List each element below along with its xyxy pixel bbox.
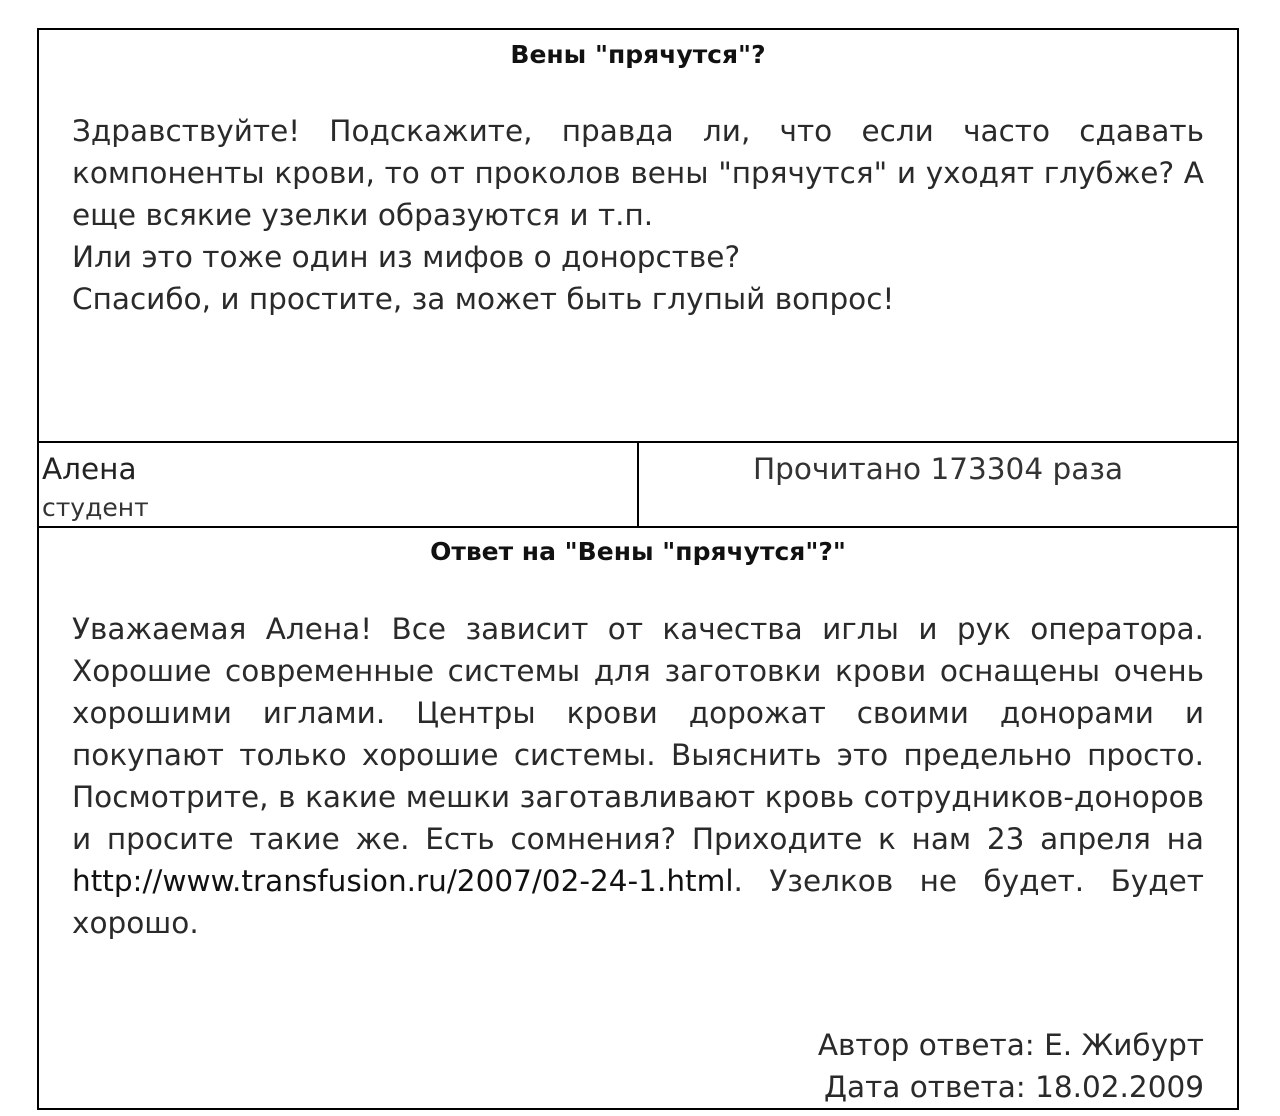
answer-date: Дата ответа: 18.02.2009 xyxy=(823,1070,1204,1104)
divider xyxy=(39,526,1237,528)
answer-paragraph xyxy=(72,608,1204,944)
answer-meta xyxy=(818,1024,1204,1108)
question-body xyxy=(72,110,1204,320)
qa-card xyxy=(37,28,1239,1110)
answer-text: Уважаемая Алена! Все зависит от качества иглы и рук оператора. Хорошие современные системы для заготовки крови оснащены очень хорошими иглами. Центры крови дорожат своими донорами и покупают только хорошие системы. Выяснить это предельно просто. Посмотрите, в какие мешки заготавливают кровь сотрудников-доноров и просите такие же. Есть сомнения? Приходите к нам 23 апреля на xyxy=(72,612,1204,856)
transfusion-link[interactable]: http://www.transfusion.ru/2007/02-24-1.html xyxy=(72,864,734,898)
question-paragraph: Здравствуйте! Подскажите, правда ли, что если часто сдавать компоненты крови, то от проколов вены "прячутся" и уходят глубже? А еще всякие узелки образуются и т.п. xyxy=(72,114,1204,232)
author-role: студент xyxy=(42,493,149,522)
question-paragraph: Или это тоже один из мифов о донорстве? xyxy=(72,240,741,274)
answer-text-end: . Узелков не будет. Будет хорошо. xyxy=(72,864,1204,940)
read-count: Прочитано 173304 раза xyxy=(752,452,1124,486)
question-title: Вены "прячутся"? xyxy=(510,40,766,69)
answer-author: Автор ответа: Е. Жибурт xyxy=(817,1028,1204,1062)
answer-title: Ответ на "Вены "прячутся"?" xyxy=(430,537,846,566)
answer-body xyxy=(72,608,1204,944)
question-author: Алена xyxy=(42,452,137,486)
question-paragraph: Спасибо, и простите, за может быть глупый вопрос! xyxy=(72,282,895,316)
